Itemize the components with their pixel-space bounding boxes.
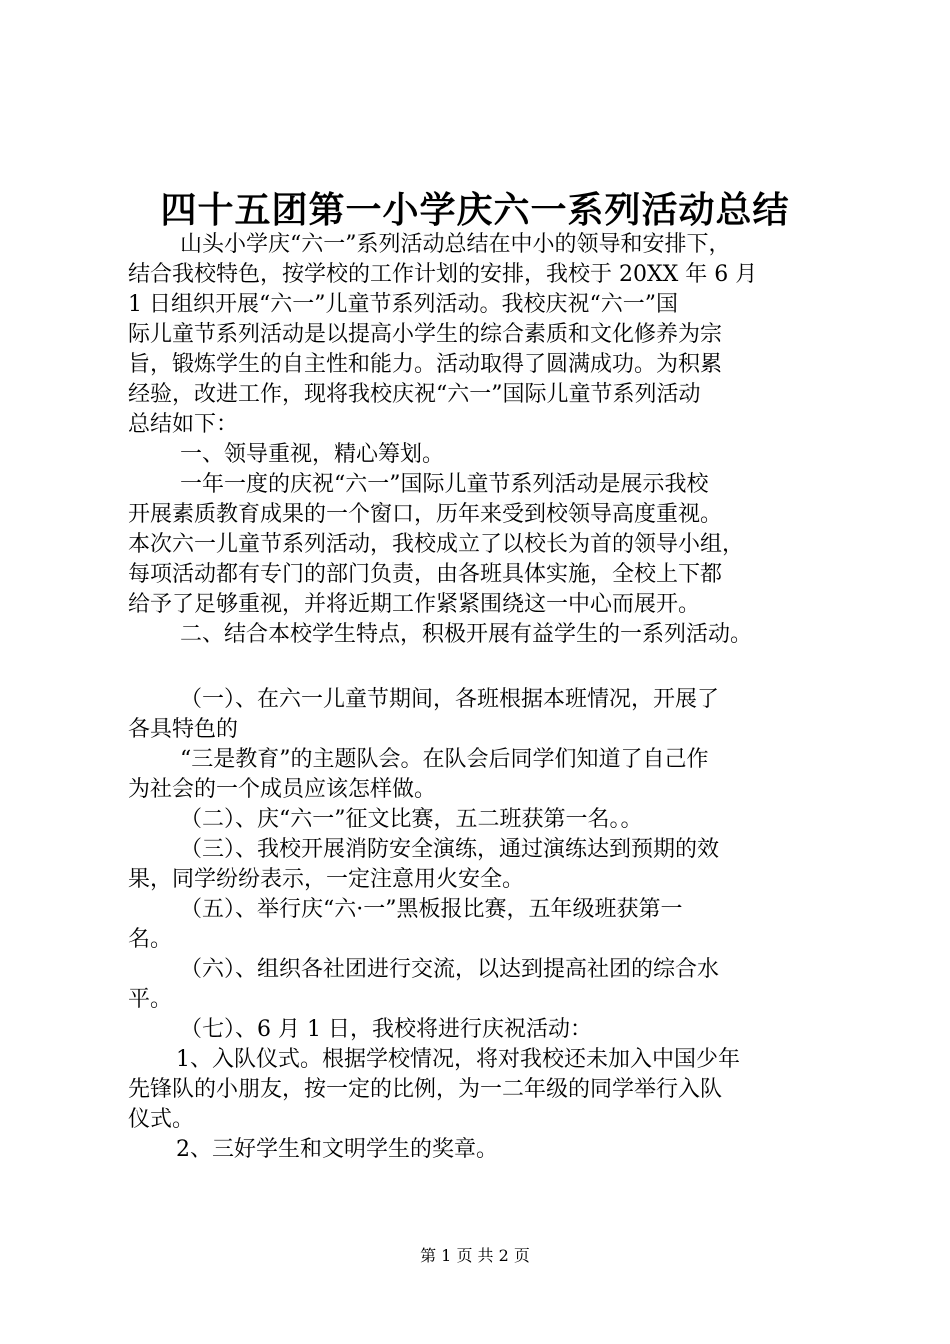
paragraph-line: 为社会的一个成员应该怎样做。 bbox=[128, 777, 437, 802]
paragraph-line: 经验，改进工作，现将我校庆祝“六一”国际儿童节系列活动 bbox=[128, 382, 701, 407]
paragraph-line: 先锋队的小朋友，按一定的比例，为一二年级的同学举行入队 bbox=[128, 1077, 723, 1102]
paragraph-line: 平。 bbox=[128, 987, 173, 1012]
paragraph-line: 名。 bbox=[128, 927, 173, 952]
document-title: 四十五团第一小学庆六一系列活动总结 bbox=[160, 189, 790, 231]
paragraph-line: 本次六一儿童节系列活动，我校成立了以校长为首的领导小组， bbox=[128, 532, 745, 557]
list-item: （二）、庆“六一”征文比赛，五二班获第一名。。 bbox=[180, 807, 643, 832]
paragraph-line: 每项活动都有专门的部门负责，由各班具体实施，全校上下都 bbox=[128, 562, 723, 587]
list-item: （一）、在六一儿童节期间，各班根据本班情况，开展了 bbox=[180, 687, 720, 712]
paragraph-line: 给予了足够重视，并将近期工作紧紧围绕这一中心而展开。 bbox=[128, 592, 701, 617]
paragraph-line: 结合我校特色，按学校的工作计划的安排，我校于 20XX 年 6 月 bbox=[128, 262, 758, 287]
paragraph-line: 山头小学庆“六一”系列活动总结在中小的领导和安排下， bbox=[180, 232, 731, 257]
paragraph-line: 仪式。 bbox=[128, 1107, 195, 1132]
page-footer: 第 1 页 共 2 页 bbox=[420, 1246, 530, 1265]
paragraph-line: 开展素质教育成果的一个窗口，历年来受到校领导高度重视。 bbox=[128, 502, 723, 527]
paragraph-line: 各具特色的 bbox=[128, 717, 239, 742]
paragraph-line: 1 日组织开展“六一”儿童节系列活动。我校庆祝“六一”国 bbox=[128, 292, 678, 317]
paragraph-line: “三是教育”的主题队会。在队会后同学们知道了自己作 bbox=[180, 747, 709, 772]
list-item: （五）、举行庆“六·一”黑板报比赛，五年级班获第一 bbox=[180, 897, 683, 922]
document-body bbox=[128, 230, 828, 1165]
paragraph-line: 一年一度的庆祝“六一”国际儿童节系列活动是展示我校 bbox=[180, 472, 709, 497]
list-item: （七）、6 月 1 日，我校将进行庆祝活动： bbox=[180, 1017, 592, 1042]
list-item: 1、入队仪式。根据学校情况，将对我校还未加入中国少年 bbox=[176, 1047, 740, 1072]
paragraph-line: 果，同学纷纷表示，一定注意用火安全。 bbox=[128, 867, 525, 892]
section-heading: 一、领导重视，精心筹划。 bbox=[180, 442, 445, 467]
list-item: 2、三好学生和文明学生的奖章。 bbox=[176, 1137, 498, 1162]
paragraph-line: 际儿童节系列活动是以提高小学生的综合素质和文化修养为宗 bbox=[128, 322, 723, 347]
section-heading: 二、结合本校学生特点，积极开展有益学生的一系列活动。 bbox=[180, 622, 753, 647]
list-item: （六）、组织各社团进行交流，以达到提高社团的综合水 bbox=[180, 957, 720, 982]
list-item: （三）、我校开展消防安全演练，通过演练达到预期的效 bbox=[180, 837, 720, 862]
paragraph-line: 旨，锻炼学生的自主性和能力。活动取得了圆满成功。为积累 bbox=[128, 352, 723, 377]
paragraph-line: 总结如下： bbox=[128, 412, 239, 437]
